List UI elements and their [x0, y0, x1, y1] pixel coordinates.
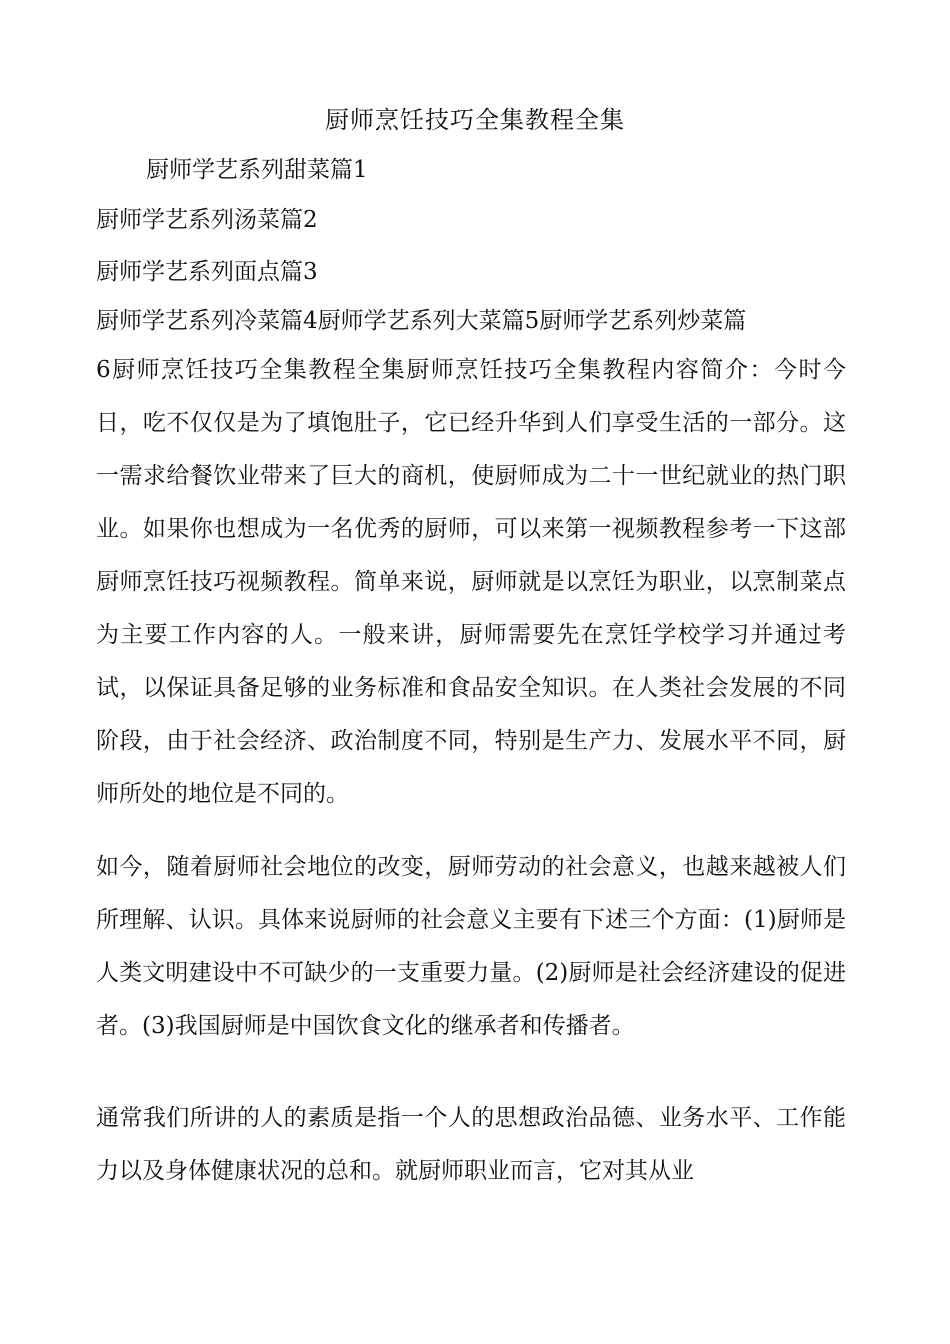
paragraph-intro: 6厨师烹饪技巧全集教程全集厨师烹饪技巧全集教程内容简介：今时今日，吃不仅仅是为了填饱肚子，它已经升华到人们享受生活的一部分。这一需求给餐饮业带来了巨大的商机，使厨师成为二十一世纪就业的热门职业。如果你也想成为一名优秀的厨师，可以来第一视频教程参考一下这部厨师烹饪技巧视频教程。简单来说，厨师就是以烹饪为职业，以烹制菜点为主要工作内容的人。一般来讲，厨师需要先在烹饪学校学习并通过考试，以保证具备足够的业务标准和食品安全知识。在人类社会发展的不同阶段，由于社会经济、政治制度不同，特别是生产力、发展水平不同，厨师所处的地位是不同的。	[96, 357, 846, 807]
paragraph-qualities: 通常我们所讲的人的素质是指一个人的思想政治品德、业务水平、工作能力以及身体健康状况的总和。就厨师职业而言，它对其从业	[96, 1105, 846, 1184]
document-title: 厨师烹饪技巧全集教程全集	[325, 106, 625, 134]
toc-line-3: 厨师学艺系列面点篇3	[96, 259, 318, 285]
paragraph-social-significance: 如今，随着厨师社会地位的改变，厨师劳动的社会意义，也越来越被人们所理解、认识。具体来说厨师的社会意义主要有下述三个方面：(1)厨师是人类文明建设中不可缺少的一支重要力量。(2)厨师是社会经济建设的促进者。(3)我国厨师是中国饮食文化的继承者和传播者。	[96, 854, 846, 1039]
toc-line-1: 厨师学艺系列甜菜篇1	[146, 157, 368, 183]
toc-line-2: 厨师学艺系列汤菜篇2	[96, 207, 318, 233]
toc-line-4: 厨师学艺系列冷菜篇4厨师学艺系列大菜篇5厨师学艺系列炒菜篇	[96, 308, 747, 334]
